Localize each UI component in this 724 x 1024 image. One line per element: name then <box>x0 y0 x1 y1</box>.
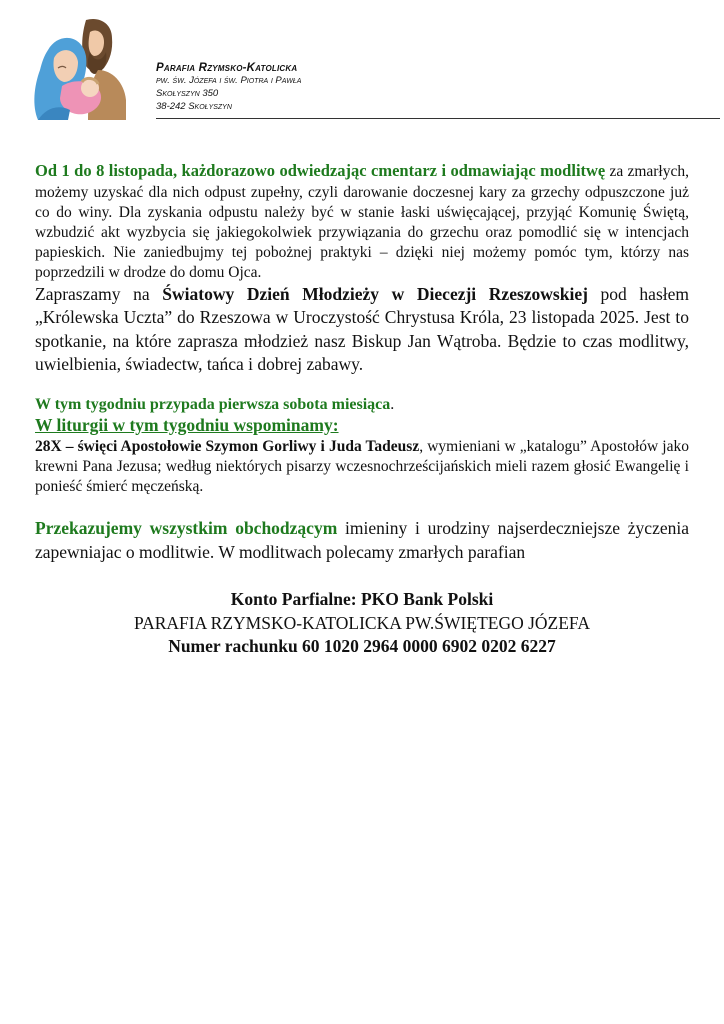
spacer <box>35 497 689 517</box>
liturgy-entry-saints: 28X – święci Apostołowie Szymon Gorliwy i Juda Tadeusz <box>35 438 420 455</box>
account-number: Numer rachunku 60 1020 2964 0000 6902 0202 6227 <box>168 636 556 656</box>
header-rule <box>156 118 720 119</box>
youth-text: pod hasłem „Królewska Uczta” do Rzeszowa w Uroczystość Chrystusa Króla, 23 listopada 2025. Jest to spotkanie, na które zaprasza młodzież nasz Biskup Jan Wątroba. Będzie to czas modlitwy, uwielbienia, świadectw, tańca i dobrej zabawy. <box>35 283 690 374</box>
parish-dedication: pw. św. Józefa i św. Piotra i Pawła <box>156 75 302 86</box>
youth-event: Światowy Dzień Młodzieży w Diecezji Rzeszowskiej <box>162 283 588 304</box>
cemetery-highlight: Od 1 do 8 listopada, każdorazowo odwiedzając cmentarz i odmawiając modlitwę <box>35 161 606 180</box>
wishes-text: imieniny i urodziny najserdeczniejsze życzenia zapewniajac o modlitwie. W modlitwach polecamy zmarłych parafian <box>35 518 689 562</box>
liturgy-entry <box>35 437 689 497</box>
youth-notice <box>35 283 689 377</box>
account-title: Konto Parfialne: PKO Bank Polski <box>230 589 494 609</box>
parish-address: Skołyszyn 350 <box>156 88 219 99</box>
account-holder: PARAFIA RZYMSKO-KATOLICKA PW.ŚWIĘTEGO JÓZEFA <box>133 612 591 633</box>
liturgy-heading: W liturgii w tym tygodniu wspominamy: <box>35 414 339 435</box>
parish-postal: 38-242 Skołyszyn <box>156 101 232 112</box>
youth-intro: Zapraszamy na <box>35 283 163 304</box>
first-saturday-text: W tym tygodniu przypada pierwsza sobota miesiąca <box>35 395 391 413</box>
parish-info <box>156 62 301 113</box>
wishes-notice <box>35 517 689 564</box>
cemetery-notice <box>35 159 689 283</box>
announcements <box>35 159 689 659</box>
cemetery-text: za zmarłych, możemy uzyskać dla nich odpust zupełny, czyli darowanie doczesnej kary za grzechy odpuszczone już co do winy. Dla zyskania odpustu należy być w stanie łaski uświęcającej, przyjąć Komunię Świętą, wzbudzić akt wyzbycia się jakiegokolwiek przywiązania do grzechu oraz pomodlić się w intencjach papieskich. Nie zaniedbujmy tej pobożnej praktyki – dzięki niej możemy pomóc tym, którzy nas poprzedzili w drodze do domu Ojca. <box>35 163 689 281</box>
spacer <box>35 564 689 588</box>
first-saturday-period: . <box>390 395 395 413</box>
liturgy-entry-text: , wymieniani w „katalogu” Apostołów jako krewni Pana Jezusa; według niektórych pisarzy wczesnochrześcijańskich mieli razem głosić Ewangelię i ponieść śmierć męczeńską. <box>35 438 689 495</box>
holy-family-logo-icon <box>28 16 140 124</box>
first-saturday-notice <box>35 395 689 415</box>
spacer <box>35 377 689 395</box>
wishes-highlight: Przekazujemy wszystkim obchodzącym <box>35 518 338 538</box>
letterhead <box>28 16 692 124</box>
parish-name: Parafia Rzymsko-Katolicka <box>156 62 298 74</box>
